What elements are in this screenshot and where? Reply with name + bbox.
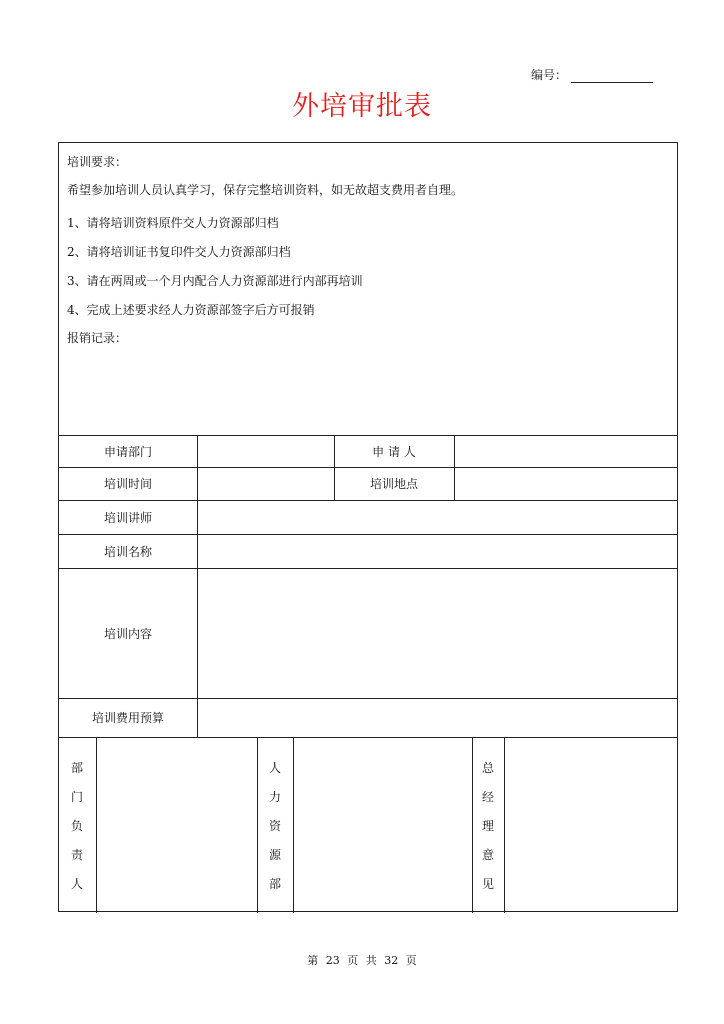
page-number: 第 23 页 共 32 页: [307, 954, 417, 967]
divider: [257, 737, 258, 913]
training-name-label: 培训名称: [103, 544, 152, 559]
general-manager-opinion-label: [478, 754, 498, 899]
serial-number-label: 编号：: [531, 68, 568, 82]
requirement-item-2: 2、请将培训证书复印件交人力资源部归档: [67, 245, 291, 259]
hr-department-char: 资: [268, 819, 281, 833]
training-time-field[interactable]: [198, 467, 334, 500]
training-budget-field[interactable]: [198, 698, 677, 737]
requirement-item-3: 3、请在两周或一个月内配合人力资源部进行内部再培训: [67, 274, 363, 288]
department-head-label: [67, 754, 87, 899]
applying-department-label: 申请部门: [103, 444, 152, 459]
trainer-field[interactable]: [198, 500, 677, 534]
page-title: 外培审批表: [292, 91, 432, 122]
department-head-char: 部: [70, 761, 83, 775]
training-location-field[interactable]: [455, 467, 677, 500]
training-requirements-section: [59, 143, 677, 435]
department-head-char: 人: [70, 877, 83, 891]
training-content-label: 培训内容: [103, 626, 152, 641]
requirements-intro: 希望参加培训人员认真学习，保存完整培训资料，如无故超支费用者自理。: [67, 183, 464, 197]
approval-form-table: [58, 142, 678, 912]
department-head-char: 负: [70, 819, 83, 833]
training-budget-label: 培训费用预算: [91, 711, 164, 725]
applying-department-field[interactable]: [198, 435, 334, 467]
reimbursement-record-label: 报销记录：: [67, 331, 128, 345]
applicant-label: 申 请 人: [372, 444, 416, 459]
general-manager-char: 经: [481, 790, 494, 804]
requirement-item-4: 4、完成上述要求经人力资源部签字后方可报销: [67, 303, 315, 317]
training-time-label: 培训时间: [103, 477, 152, 491]
training-content-field[interactable]: [198, 568, 677, 698]
hr-department-signature-field[interactable]: [294, 738, 472, 913]
hr-department-char: 人: [268, 761, 281, 775]
requirements-heading: 培训要求：: [67, 155, 128, 169]
general-manager-char: 意: [481, 848, 494, 862]
serial-number-field: [531, 66, 653, 83]
general-manager-opinion-field[interactable]: [505, 738, 677, 913]
divider: [472, 737, 473, 913]
serial-number-blank[interactable]: [571, 70, 653, 83]
general-manager-char: 见: [481, 877, 494, 891]
training-name-field[interactable]: [198, 534, 677, 568]
trainer-label: 培训讲师: [103, 510, 152, 525]
hr-department-char: 源: [268, 848, 281, 862]
department-head-signature-field[interactable]: [97, 738, 257, 913]
general-manager-char: 理: [481, 819, 494, 833]
training-location-label: 培训地点: [369, 477, 418, 491]
department-head-char: 门: [70, 790, 83, 804]
general-manager-char: 总: [481, 761, 494, 775]
requirement-item-1: 1、请将培训资料原件交人力资源部归档: [67, 216, 279, 230]
hr-department-char: 力: [268, 790, 281, 804]
department-head-char: 责: [70, 848, 83, 862]
hr-department-label: [265, 754, 285, 899]
applicant-field[interactable]: [455, 435, 677, 467]
hr-department-char: 部: [268, 877, 281, 891]
